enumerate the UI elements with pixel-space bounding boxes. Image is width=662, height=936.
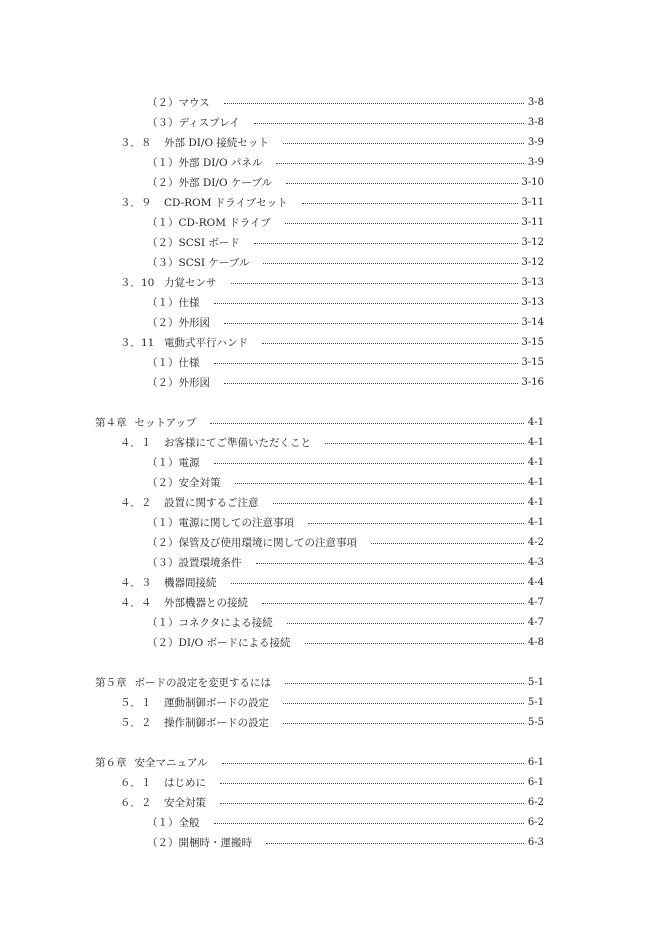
dot-leader bbox=[263, 263, 517, 264]
toc-entry-title: （１）仕様 bbox=[147, 357, 200, 369]
toc-section-page: 5-5 bbox=[527, 717, 544, 728]
toc-entry-title: （２）安全対策 bbox=[147, 477, 221, 489]
toc-section-title: 外部 DI/O 接続セット bbox=[164, 137, 269, 149]
dot-leader bbox=[231, 283, 518, 284]
toc-section-number: ３．11 bbox=[120, 337, 155, 349]
toc-entry-page: 4-2 bbox=[527, 537, 544, 548]
toc-section-page: 3-15 bbox=[521, 337, 544, 348]
toc-entry-title: （２）DI/O ボードによる接続 bbox=[147, 637, 291, 649]
toc-section-page: 4-4 bbox=[527, 577, 544, 588]
toc-chapter-page: 4-1 bbox=[527, 417, 544, 428]
toc-entry-title: （１）コネクタによる接続 bbox=[147, 617, 273, 629]
toc-entry-page: 3-8 bbox=[527, 97, 544, 108]
toc-entry-page: 4-1 bbox=[527, 457, 544, 468]
toc-section-number: ４．４ bbox=[120, 597, 152, 609]
toc-section-number: ３．10 bbox=[120, 277, 155, 289]
toc-section-page: 3-13 bbox=[521, 277, 544, 288]
toc-section[interactable] bbox=[120, 495, 544, 511]
toc-entry-page: 3-10 bbox=[521, 177, 544, 188]
toc-section-number: ５．１ bbox=[120, 697, 152, 709]
dot-leader bbox=[308, 523, 524, 524]
toc-entry[interactable] bbox=[147, 475, 544, 491]
toc-entry[interactable] bbox=[147, 635, 544, 651]
toc-entry-title: （２）外形図 bbox=[147, 377, 210, 389]
dot-leader bbox=[286, 183, 518, 184]
toc-section[interactable] bbox=[120, 715, 544, 731]
toc-section-page: 4-7 bbox=[527, 597, 544, 608]
toc-entry[interactable] bbox=[147, 615, 544, 631]
dot-leader bbox=[220, 783, 524, 784]
toc-section[interactable] bbox=[120, 135, 544, 151]
toc-section-title: CD-ROM ドライブセット bbox=[164, 197, 288, 209]
dot-leader bbox=[266, 843, 524, 844]
toc-entry-page: 4-7 bbox=[527, 617, 544, 628]
toc-entry[interactable] bbox=[147, 355, 544, 371]
dot-leader bbox=[283, 143, 524, 144]
dot-leader bbox=[325, 443, 524, 444]
toc-section-page: 3-9 bbox=[527, 137, 544, 148]
toc-entry[interactable] bbox=[147, 115, 544, 131]
toc-entry-title: （２）保管及び使用環境に関しての注意事項 bbox=[147, 537, 357, 549]
toc-section[interactable] bbox=[120, 335, 544, 351]
toc-entry-page: 3-14 bbox=[521, 317, 544, 328]
toc-section-page: 5-1 bbox=[527, 697, 544, 708]
toc-entry[interactable] bbox=[147, 815, 544, 831]
toc-entry-page: 3-8 bbox=[527, 117, 544, 128]
toc-section[interactable] bbox=[120, 795, 544, 811]
toc-entry[interactable] bbox=[147, 375, 544, 391]
toc-entry-page: 3-12 bbox=[521, 257, 544, 268]
dot-leader bbox=[224, 323, 518, 324]
toc-section-page: 6-2 bbox=[527, 797, 544, 808]
toc-entry[interactable] bbox=[147, 555, 544, 571]
toc-entry[interactable] bbox=[147, 235, 544, 251]
toc-chapter-title: 安全マニュアル bbox=[134, 757, 208, 769]
toc-section-page: 4-1 bbox=[527, 437, 544, 448]
toc-entry-title: （２）開梱時・運搬時 bbox=[147, 837, 252, 849]
toc-section-title: 設置に関するご注意 bbox=[164, 497, 259, 509]
dot-leader bbox=[371, 543, 524, 544]
toc-section-page: 4-1 bbox=[527, 497, 544, 508]
toc-section[interactable] bbox=[120, 195, 544, 211]
toc-chapter-title: ボードの設定を変更するには bbox=[134, 677, 271, 689]
toc-chapter[interactable] bbox=[95, 755, 544, 771]
toc-entry-page: 3-13 bbox=[521, 297, 544, 308]
toc-section-title: 電動式平行ハンド bbox=[164, 337, 248, 349]
toc-section-number: ６．２ bbox=[120, 797, 152, 809]
toc-section-title: 運動制御ボードの設定 bbox=[164, 697, 269, 709]
toc-entry-title: （３）設置環境条件 bbox=[147, 557, 242, 569]
toc-section-number: ４．３ bbox=[120, 577, 152, 589]
toc-section-title: はじめに bbox=[164, 777, 206, 789]
toc-section-number: ４．１ bbox=[120, 437, 152, 449]
toc-entry-page: 6-3 bbox=[527, 837, 544, 848]
toc-entry-page: 4-1 bbox=[527, 477, 544, 488]
toc-section-number: ３．９ bbox=[120, 197, 152, 209]
dot-leader bbox=[287, 623, 524, 624]
toc-chapter-number: 第５章 bbox=[95, 677, 127, 689]
dot-leader bbox=[285, 223, 518, 224]
toc-entry[interactable] bbox=[147, 535, 544, 551]
dot-leader bbox=[302, 203, 518, 204]
toc-entry-page: 4-3 bbox=[527, 557, 544, 568]
dot-leader bbox=[214, 363, 518, 364]
dot-leader bbox=[276, 163, 524, 164]
toc-entry-title: （１）CD-ROM ドライブ bbox=[147, 217, 271, 229]
toc-entry[interactable] bbox=[147, 155, 544, 171]
dot-leader bbox=[283, 703, 524, 704]
dot-leader bbox=[285, 683, 524, 684]
dot-leader bbox=[214, 463, 524, 464]
toc-entry-title: （１）電源に関しての注意事項 bbox=[147, 517, 294, 529]
dot-leader bbox=[235, 483, 524, 484]
toc-entry-page: 3-12 bbox=[521, 237, 544, 248]
dot-leader bbox=[305, 643, 524, 644]
toc-entry-title: （２）外部 DI/O ケーブル bbox=[147, 177, 272, 189]
toc-chapter-page: 6-1 bbox=[527, 757, 544, 768]
toc-entry[interactable] bbox=[147, 515, 544, 531]
toc-entry[interactable] bbox=[147, 215, 544, 231]
toc-entry-page: 6-2 bbox=[527, 817, 544, 828]
dot-leader bbox=[254, 243, 518, 244]
toc-section-page: 6-1 bbox=[527, 777, 544, 788]
toc-section-page: 3-11 bbox=[521, 197, 544, 208]
toc-entry-title: （３）ディスプレイ bbox=[147, 117, 240, 129]
toc-chapter-title: セットアップ bbox=[134, 417, 197, 429]
dot-leader bbox=[224, 103, 524, 104]
dot-leader bbox=[220, 803, 524, 804]
toc-entry[interactable] bbox=[147, 295, 544, 311]
toc-entry[interactable] bbox=[147, 255, 544, 271]
dot-leader bbox=[214, 823, 524, 824]
toc-section[interactable] bbox=[120, 435, 544, 451]
toc-entry-page: 3-15 bbox=[521, 357, 544, 368]
dot-leader bbox=[231, 583, 524, 584]
toc-chapter-number: 第４章 bbox=[95, 417, 127, 429]
toc-entry-title: （３）SCSI ケーブル bbox=[147, 257, 250, 269]
dot-leader bbox=[273, 503, 524, 504]
toc-entry[interactable] bbox=[147, 175, 544, 191]
dot-leader bbox=[283, 723, 524, 724]
toc-section-number: ５．２ bbox=[120, 717, 152, 729]
dot-leader bbox=[256, 563, 524, 564]
dot-leader bbox=[210, 423, 523, 424]
toc-entry-page: 3-16 bbox=[521, 377, 544, 388]
toc-entry[interactable] bbox=[147, 835, 544, 851]
toc-entry-page: 4-1 bbox=[527, 517, 544, 528]
toc-chapter[interactable] bbox=[95, 675, 544, 691]
dot-leader bbox=[254, 123, 524, 124]
toc-entry-title: （２）外形図 bbox=[147, 317, 210, 329]
toc-entry[interactable] bbox=[147, 95, 544, 111]
dot-leader bbox=[222, 763, 524, 764]
toc-chapter-page: 5-1 bbox=[527, 677, 544, 688]
dot-leader bbox=[224, 383, 518, 384]
toc-section-number: ６．１ bbox=[120, 777, 152, 789]
toc-section-title: お客様にてご準備いただくこと bbox=[164, 437, 311, 449]
toc-chapter-number: 第６章 bbox=[95, 757, 127, 769]
toc-entry[interactable] bbox=[147, 455, 544, 471]
toc-section-number: ４．２ bbox=[120, 497, 152, 509]
toc-entry-title: （２）SCSI ボード bbox=[147, 237, 240, 249]
toc-section-title: 機器間接続 bbox=[164, 577, 217, 589]
toc-section[interactable] bbox=[120, 275, 544, 291]
toc-entry[interactable] bbox=[147, 315, 544, 331]
toc-entry-title: （１）全般 bbox=[147, 817, 200, 829]
toc-chapter[interactable] bbox=[95, 415, 544, 431]
toc-section-title: 操作制御ボードの設定 bbox=[164, 717, 269, 729]
toc-entry-title: （１）電源 bbox=[147, 457, 200, 469]
toc-entry-title: （１）仕様 bbox=[147, 297, 200, 309]
dot-leader bbox=[262, 343, 518, 344]
dot-leader bbox=[262, 603, 524, 604]
dot-leader bbox=[214, 303, 518, 304]
toc-section-title: 外部機器との接続 bbox=[164, 597, 248, 609]
toc-section[interactable] bbox=[120, 695, 544, 711]
toc-entry-page: 3-9 bbox=[527, 157, 544, 168]
toc-section[interactable] bbox=[120, 595, 544, 611]
toc-entry-title: （２）マウス bbox=[147, 97, 210, 109]
toc-entry-page: 3-11 bbox=[521, 217, 544, 228]
toc-section[interactable] bbox=[120, 575, 544, 591]
toc-section[interactable] bbox=[120, 775, 544, 791]
toc-section-title: 力覚センサ bbox=[164, 277, 217, 289]
toc-entry-title: （１）外部 DI/O パネル bbox=[147, 157, 263, 169]
toc-section-number: ３．８ bbox=[120, 137, 152, 149]
toc-section-title: 安全対策 bbox=[164, 797, 206, 809]
toc-entry-page: 4-8 bbox=[527, 637, 544, 648]
